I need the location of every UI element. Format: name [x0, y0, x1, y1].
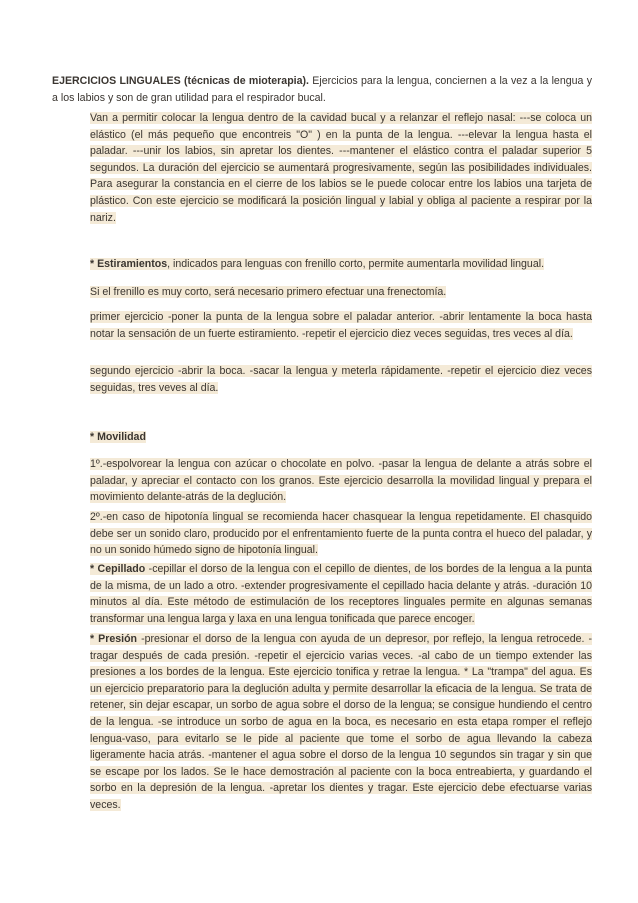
segundo-ejercicio-text: segundo ejercicio -abrir la boca. -sacar la lengua y meterla rápidamente. -repetir el ejercicio diez veces seguidas, tres veves al día.	[90, 365, 592, 394]
frenillo-text: Si el frenillo es muy corto, será necesario primero efectuar una frenectomía.	[90, 286, 447, 298]
presion-paragraph	[90, 631, 592, 814]
movilidad-heading: * Movilidad	[90, 431, 146, 443]
elastic-exercise-text: Van a permitir colocar la lengua dentro de la cavidad bucal y a relanzar el reflejo nasal: ---se coloca un elástico (el más pequeño que encontreis "O" ) en la punta de la lengua. ---elevar la lengua hasta el paladar. ---unir los labios, sin apretar los dientes. ---mantener el elástico contra el paladar superior 5 segundos. La duración del ejercicio se aumentará progresivamente, según las posibilidades individuales. Para asegurar la constancia en el cierre de los labios se le puede colocar entre los labios una tarjeta de plástico. Con este ejercicio se modificará la posición lingual y labial y obliga al paciente a respirar por la nariz.	[90, 112, 592, 224]
presion-text: -presionar el dorso de la lengua con ayuda de un depresor, por reflejo, la lengua retrocede. -tragar después de cada presión. -repetir el ejercicio varias veces. -al cabo de un tiempo extender las presiones a los bordes de la lengua. Este ejercicio tonifica y retrae la lengua. * La "trampa" del agua. Es un ejercicio preparatorio para la deglución adulta y permite desarrollar la eficacia de la lengua. Se trata de retener, sin dejar escapar, un sorbo de agua sobre el dorso de la lengua; se consigue hundiendo el centro de la lengua. -se introduce un sorbo de agua en la boca, es necesario en esta etapa romper el reflejo lengua-vaso, para evitarlo se le pide al paciente que tome el sorbo de agua llevando la cabeza ligeramente hacia atrás. -mantener el agua sobre el dorso de la lengua 10 segundos sin tragar y sin que se escape por los lados. Se le hace demostración al paciente con la boca entreabierta, y guardando el sorbo en la depresión de la lengua. -apretar los dientes y tragar. Este ejercicio debe efectuarse varias veces.	[90, 633, 592, 811]
elastic-exercise-paragraph	[90, 110, 592, 226]
cepillado-heading: * Cepillado	[90, 563, 146, 575]
cepillado-text: -cepillar el dorso de la lengua con el cepillo de dientes, de los bordes de la lengua a la punta de la misma, de un lado a otro. -extender progresivamente el cepillado hacia delante y atrás. -duración 10 minutos al día. Este método de estimulación de los receptores linguales permite en algunas semanas transformar una lengua larga y laxa en una lengua tonificada que parece encoger.	[90, 563, 592, 625]
movilidad-heading-paragraph	[90, 429, 592, 446]
presion-heading: * Presión	[90, 633, 138, 645]
movilidad-2-paragraph	[90, 509, 592, 559]
segundo-ejercicio-paragraph	[90, 363, 592, 396]
intro-paragraph	[52, 73, 592, 106]
frenillo-paragraph	[90, 284, 592, 301]
estiramientos-intro: , indicados para lenguas con frenillo corto, permite aumentarla movilidad lingual.	[167, 258, 545, 270]
movilidad-1-paragraph	[90, 456, 592, 506]
primer-ejercicio-paragraph	[90, 309, 592, 342]
movilidad-2-text: 2º.-en caso de hipotonía lingual se recomienda hacer chasquear la lengua repetidamente. El chasquido debe ser un sonido claro, producido por el enfrentamiento fuerte de la punta contra el hueco del paladar, y no un sonido húmedo signo de hipotonía lingual.	[90, 511, 592, 557]
movilidad-1-text: 1º.-espolvorear la lengua con azúcar o chocolate en polvo. -pasar la lengua de delante a atrás sobre el paladar, y apreciar el contacto con los granos. Este ejercicio desarrolla la movilidad lingual y prepara el movimiento delante-atrás de la deglución.	[90, 458, 592, 504]
estiramientos-heading-paragraph	[90, 256, 592, 273]
intro-title: EJERCICIOS LINGUALES (técnicas de mioterapia).	[52, 75, 309, 87]
primer-ejercicio-text: primer ejercicio -poner la punta de la lengua sobre el paladar anterior. -abrir lentamente la boca hasta notar la sensación de un fuerte estiramiento. -repetir el ejercicio diez veces seguidas, tres veces al día.	[90, 311, 592, 340]
intro-text: Ejercicios para la lengua, conciernen a la vez a la lengua y a los labios y son de gran utilidad para el respirador bucal.	[52, 75, 592, 104]
estiramientos-heading: * Estiramientos	[90, 258, 168, 270]
cepillado-paragraph	[90, 561, 592, 627]
